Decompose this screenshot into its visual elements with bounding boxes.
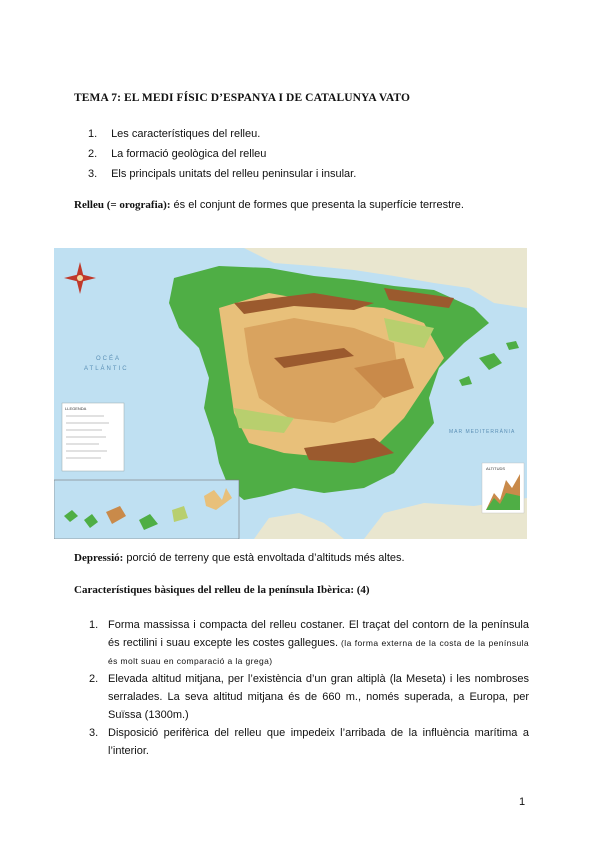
page-title: TEMA 7: EL MEDI FÍSIC D’ESPANYA I DE CATALUNYA VATO bbox=[74, 92, 411, 104]
map-legend bbox=[62, 403, 124, 471]
depressio-definition: Depressió: porció de terreny que està envoltada d’altituds més altes. bbox=[74, 552, 405, 564]
depressio-term: Depressió: bbox=[74, 552, 124, 564]
altitude-title: ALTITUDS bbox=[486, 466, 506, 471]
page-number: 1 bbox=[519, 796, 526, 808]
relief-map bbox=[54, 248, 527, 539]
section-heading: Característiques bàsiques del relleu de la península Ibèrica: (4) bbox=[74, 584, 370, 596]
canary-islands-inset bbox=[54, 480, 239, 539]
relleu-term: Relleu (= orografia): bbox=[74, 199, 171, 211]
list-item: 1. Les característiques del relleu. bbox=[88, 128, 261, 140]
sea-label: MAR MEDITERRÀNIA bbox=[449, 429, 516, 435]
topic-list bbox=[74, 127, 356, 187]
relief-map-image bbox=[54, 248, 527, 539]
list-item: 2. Elevada altitud mitjana, per l’existència d’un gran altiplà (la Meseta) i les nombroses serralades. La seva altitud mitjana és de 660 m., només superada, a Europa, per Suïssa (1300m.) bbox=[89, 673, 529, 721]
altitude-scale bbox=[482, 463, 524, 513]
ocean-label: OCÉA bbox=[96, 356, 122, 362]
ocean-label-2: ATLÁNTIC bbox=[84, 366, 129, 372]
characteristics-list bbox=[89, 616, 529, 760]
list-item: 1. Forma massissa i compacta del relleu costaner. El traçat del contorn de la península és rectilini i suau excepte les costes gallegues. (la forma externa de la costa de la península és molt suau en comparació a la grega) bbox=[89, 619, 530, 666]
relleu-definition: Relleu (= orografia): és el conjunt de formes que presenta la superfície terrestre. bbox=[74, 199, 464, 211]
legend-title: LLEGENDA bbox=[65, 406, 87, 411]
list-item: 3. Disposició perifèrica del relleu que impedeix l’arribada de la influència marítima a l’interior. bbox=[89, 727, 529, 757]
list-item: 3. Els principals unitats del relleu peninsular i insular. bbox=[88, 168, 357, 180]
list-item: 2. La formació geològica del relleu bbox=[88, 148, 267, 160]
